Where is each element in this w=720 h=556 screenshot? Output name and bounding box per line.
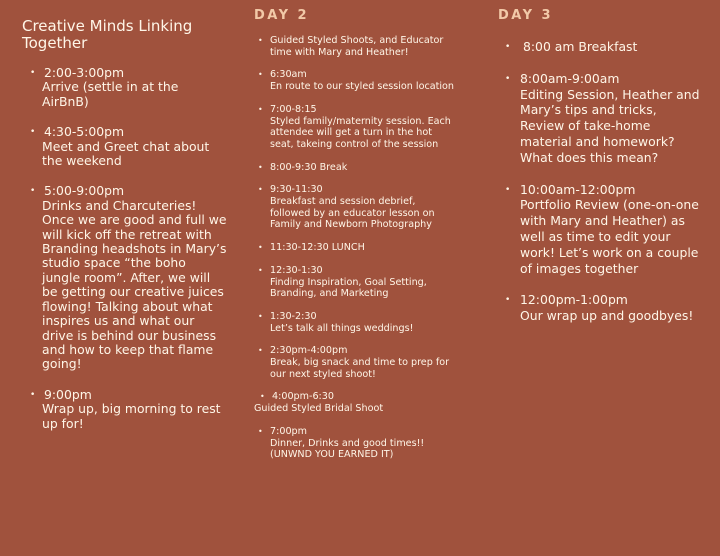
day2-title: DAY 2: [254, 8, 310, 23]
schedule-time: 4:30-5:00pm: [44, 124, 125, 140]
bullet-icon: •: [258, 265, 263, 275]
day3-schedule-list: [498, 39, 703, 324]
schedule-description: En route to our styled session location: [270, 81, 454, 93]
schedule-time: 12:00pm-1:00pm: [520, 292, 628, 308]
schedule-time: 8:00am-9:00am: [520, 70, 620, 86]
schedule-description: Guided Styled Bridal Shoot: [254, 403, 384, 415]
day1-schedule-list: [22, 66, 227, 431]
schedule-time: 4:00pm-6:30: [272, 391, 334, 403]
day2-column: [254, 8, 454, 472]
schedule-time: 5:00-9:00pm: [44, 183, 125, 199]
list-item: [254, 104, 454, 151]
list-item: [254, 311, 454, 334]
schedule-time: 7:00pm: [270, 425, 307, 437]
schedule-description: Wrap up, big morning to rest up for!: [42, 401, 221, 431]
list-item: [254, 35, 454, 58]
day1-column: [22, 18, 227, 447]
schedule-description: Editing Session, Heather and Mary’s tips and tricks, Review of take-home material and homework? What does this mean?: [520, 86, 700, 165]
schedule-time: 9:30-11:30: [270, 184, 323, 196]
list-item: [498, 71, 703, 166]
schedule-time: 7:00-8:15: [270, 103, 317, 115]
bullet-icon: •: [30, 127, 36, 138]
list-item: [254, 426, 454, 461]
schedule-time: 9:00pm: [44, 386, 92, 402]
schedule-time: 6:30am: [270, 69, 307, 81]
list-item: [254, 345, 454, 380]
bullet-icon: •: [505, 42, 511, 52]
schedule-time: 1:30-2:30: [270, 310, 317, 322]
list-item: [254, 265, 454, 300]
schedule-time: 8:00 am Breakfast: [523, 39, 638, 54]
schedule-time: 2:00-3:00pm: [44, 65, 125, 80]
schedule-time: 8:00-9:30 Break: [270, 161, 348, 173]
schedule-description: Finding Inspiration, Goal Setting, Branding, and Marketing: [270, 276, 427, 300]
list-item: [498, 39, 703, 55]
bullet-icon: •: [30, 389, 36, 400]
day2-schedule-list: [254, 35, 454, 461]
bullet-icon: •: [258, 185, 263, 195]
bullet-icon: •: [30, 186, 36, 197]
bullet-icon: •: [260, 392, 265, 402]
bullet-icon: •: [505, 295, 511, 306]
bullet-icon: •: [505, 184, 511, 195]
schedule-description: Arrive (settle in at the AirBnB): [42, 79, 179, 109]
bullet-icon: •: [30, 68, 36, 78]
bullet-icon: •: [258, 346, 263, 356]
schedule-time: 11:30-12:30 LUNCH: [270, 242, 365, 254]
schedule-description: Drinks and Charcuteries! Once we are good and full we will kick off the retreat with Branding headshots in Mary’s studio space “the boho jungle room”. After, we will be getting our creative juices flowing! Talking about what inspires us and what our drive is behind our business and how to keep that flame going!: [42, 197, 227, 372]
list-item: [254, 242, 454, 254]
list-item: [254, 162, 454, 174]
bullet-icon: •: [505, 73, 511, 84]
list-item: [254, 69, 454, 92]
bullet-icon: •: [258, 104, 263, 114]
list-item: [254, 184, 454, 231]
schedule-time: 2:30pm-4:00pm: [270, 345, 348, 357]
bullet-icon: •: [258, 426, 263, 436]
list-item: [22, 388, 227, 431]
schedule-description: Breakfast and session debrief, followed by an educator lesson on Family and Newborn Photography: [270, 196, 435, 231]
bullet-icon: •: [258, 70, 263, 80]
list-item: [498, 182, 703, 277]
schedule-description: Our wrap up and goodbyes!: [520, 308, 694, 324]
day1-title: Creative Minds Linking Together: [22, 17, 193, 52]
list-item: [22, 66, 227, 109]
schedule-time: Guided Styled Shoots, and Educator time with Mary and Heather!: [270, 35, 444, 58]
schedule-description: Portfolio Review (one-on-one with Mary and Heather) as well as time to edit your work! Let’s work on a couple of images together: [520, 197, 699, 276]
schedule-description: Styled family/maternity session. Each attendee will get a turn in the hot seat, takeing control of the session: [270, 115, 451, 150]
list-item: [254, 391, 454, 414]
list-item: [22, 184, 227, 371]
bullet-icon: •: [258, 162, 263, 172]
schedule-description: Meet and Greet chat about the weekend: [42, 138, 210, 169]
schedule-description: Break, big snack and time to prep for our next styled shoot!: [270, 357, 450, 380]
list-item: [498, 292, 703, 324]
day3-title: DAY 3: [498, 8, 554, 23]
schedule-description: Dinner, Drinks and good times!! (UNWND YOU EARNED IT): [270, 437, 425, 461]
schedule-time: 10:00am-12:00pm: [520, 181, 636, 197]
schedule-time: 12:30-1:30: [270, 264, 323, 276]
schedule-description: Let’s talk all things weddings!: [270, 322, 414, 334]
bullet-icon: •: [258, 311, 263, 321]
bullet-icon: •: [258, 243, 263, 253]
day3-column: [498, 8, 703, 340]
list-item: [22, 125, 227, 168]
bullet-icon: •: [258, 36, 263, 45]
